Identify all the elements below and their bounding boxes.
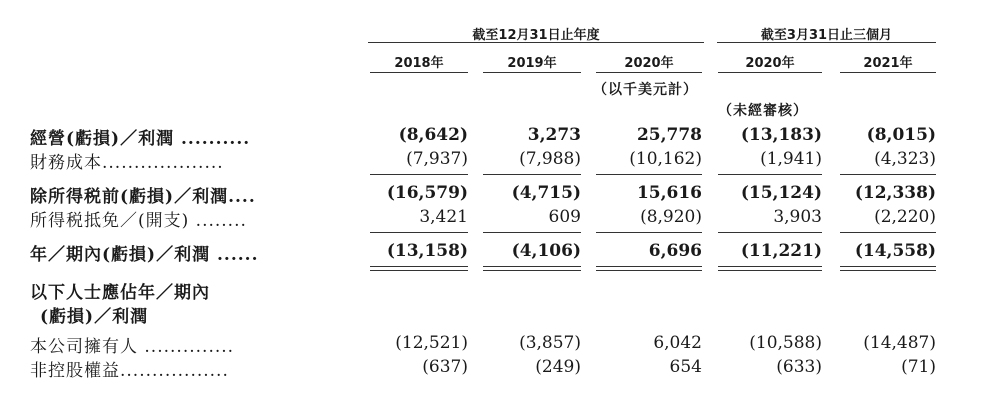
- cell-2020-q1: (633): [776, 357, 822, 377]
- cell-2019: (4,715): [511, 183, 581, 203]
- cell-2018: (13,158): [386, 241, 468, 261]
- subtotal-rule-5: [840, 174, 936, 175]
- cell-2019: (249): [535, 357, 581, 377]
- cell-2021-q1: (14,487): [863, 333, 936, 353]
- double-rule-5: [840, 266, 936, 271]
- total-rule-3: [596, 232, 702, 233]
- group-header-rule-2: [717, 42, 936, 43]
- cell-2021-q1: (4,323): [874, 149, 936, 169]
- cell-2020: 15,616: [636, 183, 702, 203]
- cell-2020-q1: (15,124): [740, 183, 822, 203]
- year-header-2020: 2020年: [624, 56, 674, 71]
- table-row-operating: [0, 124, 982, 148]
- year-rule-3: [596, 72, 702, 73]
- year-header-2020-q1: 2020年: [745, 56, 795, 71]
- row-label: 所得税抵免／(開支) ........: [30, 211, 247, 231]
- subtotal-rule-4: [718, 174, 822, 175]
- year-rule-2: [483, 72, 581, 73]
- double-rule-4: [718, 266, 822, 271]
- cell-2019: (4,106): [511, 241, 581, 261]
- table-row-finance-costs: [0, 148, 982, 172]
- subtotal-rule-3: [596, 174, 702, 175]
- row-label: 經營(虧損)／利潤 ..........: [30, 129, 251, 149]
- cell-2018: 3,421: [419, 207, 468, 227]
- subtotal-rule-2: [483, 174, 581, 175]
- cell-2019: 609: [548, 207, 581, 227]
- cell-2021-q1: (71): [901, 357, 936, 377]
- cell-2020-q1: (13,183): [740, 125, 822, 145]
- cell-2020: 654: [669, 357, 702, 377]
- cell-2020-q1: (10,588): [749, 333, 822, 353]
- cell-2018: (637): [422, 357, 468, 377]
- cell-2019: (3,857): [519, 333, 581, 353]
- row-label: 除所得税前(虧損)／利潤....: [30, 187, 256, 207]
- table-row-income-tax: [0, 206, 982, 230]
- cell-2020-q1: 3,903: [773, 207, 822, 227]
- row-label: 年／期內(虧損)／利潤 ......: [30, 245, 259, 265]
- year-header-2019: 2019年: [507, 56, 557, 71]
- cell-2019: (7,988): [519, 149, 581, 169]
- row-label: 本公司擁有人 ..............: [30, 337, 235, 357]
- cell-2018: (8,642): [398, 125, 468, 145]
- group-header-quarter: 截至3月31日止三個月: [760, 28, 893, 43]
- table-row-owners: [0, 332, 982, 356]
- table-row-before-tax: [0, 182, 982, 206]
- total-rule-5: [840, 232, 936, 233]
- group-header-fiscal-year: 截至12月31日止年度: [472, 28, 600, 43]
- double-rule-3: [596, 266, 702, 271]
- table-row-period-result: [0, 240, 982, 264]
- cell-2020: (10,162): [629, 149, 702, 169]
- double-rule-1: [370, 266, 468, 271]
- year-rule-1: [370, 72, 468, 73]
- attribution-subtitle: (虧損)／利潤: [40, 307, 149, 327]
- attribution-title: 以下人士應佔年／期內: [30, 283, 210, 303]
- year-rule-4: [718, 72, 822, 73]
- double-rule-2: [483, 266, 581, 271]
- cell-2020-q1: (11,221): [740, 241, 822, 261]
- unit-note: （以千美元計）: [593, 82, 698, 98]
- cell-2021-q1: (12,338): [854, 183, 936, 203]
- year-header-2021-q1: 2021年: [863, 56, 913, 71]
- cell-2020: 6,042: [653, 333, 702, 353]
- cell-2020-q1: (1,941): [760, 149, 822, 169]
- attribution-title-line2: [0, 302, 982, 326]
- cell-2020: (8,920): [640, 207, 702, 227]
- unaudited-note: （未經審核）: [718, 103, 808, 119]
- year-header-2018: 2018年: [394, 56, 444, 71]
- cell-2018: (16,579): [386, 183, 468, 203]
- cell-2021-q1: (8,015): [866, 125, 936, 145]
- cell-2020: 6,696: [648, 241, 702, 261]
- subtotal-rule-1: [370, 174, 468, 175]
- row-label: 非控股權益.................: [30, 361, 229, 381]
- table-row-non-controlling: [0, 356, 982, 380]
- total-rule-1: [370, 232, 468, 233]
- total-rule-2: [483, 232, 581, 233]
- group-header-rule-1: [368, 42, 704, 43]
- total-rule-4: [718, 232, 822, 233]
- row-label: 財務成本...................: [30, 153, 224, 173]
- cell-2018: (7,937): [406, 149, 468, 169]
- year-rule-5: [840, 72, 936, 73]
- cell-2021-q1: (14,558): [854, 241, 936, 261]
- cell-2018: (12,521): [395, 333, 468, 353]
- cell-2021-q1: (2,220): [874, 207, 936, 227]
- cell-2019: 3,273: [527, 125, 581, 145]
- attribution-title-line1: [0, 278, 982, 302]
- cell-2020: 25,778: [636, 125, 702, 145]
